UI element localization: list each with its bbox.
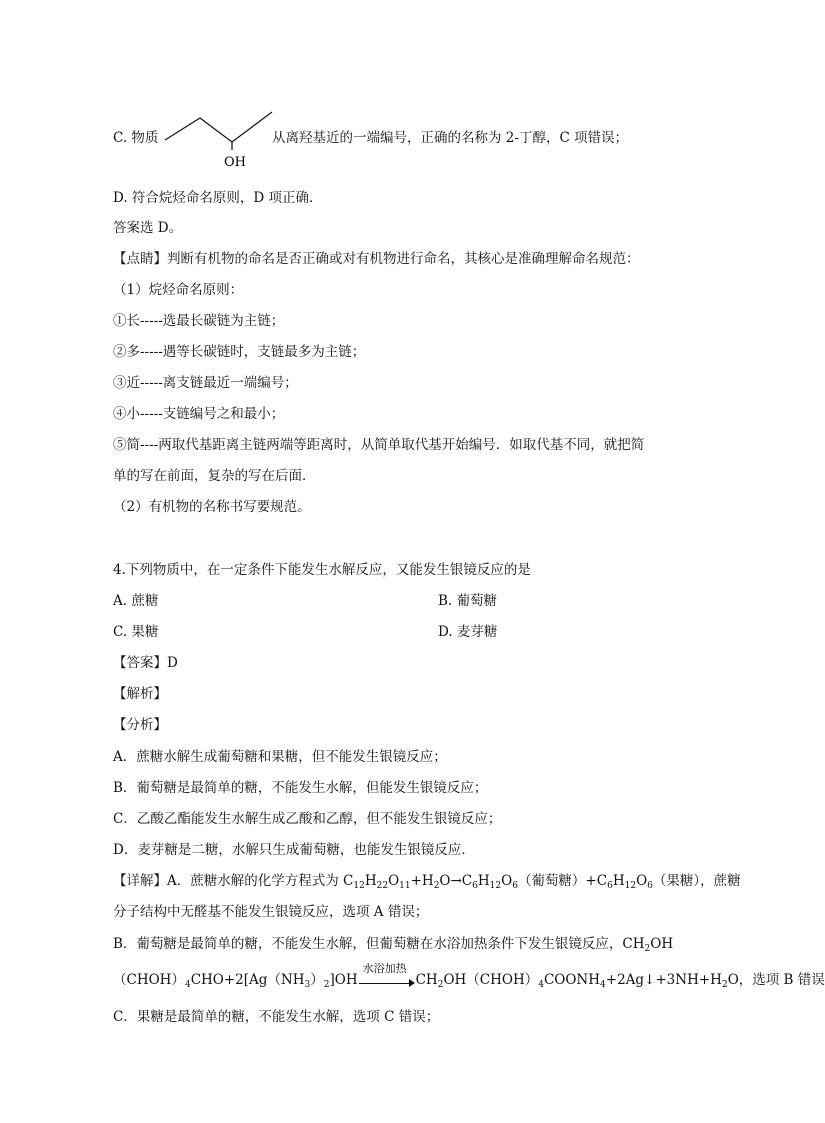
rule-item: ⑤简----两取代基距离主链两端等距离时，从简单取代基开始编号．如取代基不同，就把简 xyxy=(113,437,645,453)
fenxi-line: D．麦芽糖是二糖，水解只生成葡萄糖，也能发生银镜反应． xyxy=(113,842,475,858)
hydroxyl-label: OH xyxy=(224,155,246,170)
reaction-arrow xyxy=(359,961,415,989)
answer-label: 【答案】D xyxy=(113,655,178,671)
option-c: C. 果糖 xyxy=(113,624,159,640)
option-d: D. 麦芽糖 xyxy=(438,624,498,640)
option-b: B. 葡萄糖 xyxy=(438,593,498,609)
tip-paragraph: 【点睛】判断有机物的命名是否正确或对有机物进行命名，其核心是准确理解命名规范： xyxy=(113,251,640,267)
detail-b-line1: B．葡萄糖是最简单的糖，不能发生水解，但葡萄糖在水浴加热条件下发生银镜反应，$CH_2OH$ xyxy=(113,936,674,954)
detail-label: 【详解】 xyxy=(113,873,167,889)
item-c-text: 从离羟基近的一端编号，正确的名称为 2-丁醇，C 项错误； xyxy=(272,130,629,146)
detail-a-line2: 分子结构中无醛基不能发生银镜反应，选项 A 错误； xyxy=(113,904,429,920)
fenxi-line: C．乙酸乙酯能发生水解生成乙酸和乙醇，但不能发生银镜反应； xyxy=(113,811,502,827)
detail-c-line: C．果糖是最简单的糖，不能发生水解，选项 C 错误； xyxy=(113,1009,440,1025)
detail-a-line: 【详解】A．蔗糖水解的化学方程式为 $C_{12}H_{22}O_{11}+H_2O\to C_6H_{12}O_6$（葡萄糖）$+C_6H_{12}O_6$（果糖），蔗糖 xyxy=(113,873,741,891)
rule-item: 单的写在前面，复杂的写在后面． xyxy=(113,468,316,484)
rule-item: ①长-----选最长碳链为主链； xyxy=(113,313,285,329)
butanol-skeletal-structure xyxy=(160,100,280,180)
option-a: A. 蔗糖 xyxy=(113,593,159,609)
arrow-condition: 水浴加热 xyxy=(362,961,407,975)
answer-choice: 答案选 D。 xyxy=(113,220,183,236)
detail-b-equation: $(CHOH)_4CHO+2[Ag(NH_3)_2]OH$ 水浴加热 $CH_2OH(CHOH)_4COONH_4+2Ag↓+3NH+H_2O$，选项 B 错误 xyxy=(113,961,825,990)
item-c-prefix: C. 物质 xyxy=(113,130,159,146)
item-d: D. 符合烷烃命名原则，D 项正确． xyxy=(113,190,323,206)
carbon-chain-bonds xyxy=(165,112,272,142)
rule-item: ③近-----离支链最近一端编号； xyxy=(113,375,298,391)
rule-heading-2: （2）有机物的名称书写要规范。 xyxy=(113,499,311,515)
analysis-label: 【解析】 xyxy=(113,686,167,702)
question-4: 4.下列物质中，在一定条件下能发生水解反应，又能发生银镜反应的是 xyxy=(113,562,531,578)
fenxi-label: 【分析】 xyxy=(113,717,167,733)
fenxi-line: B．葡萄糖是最简单的糖，不能发生水解，但能发生银镜反应； xyxy=(113,780,488,796)
rule-heading-1: （1）烷烃命名原则： xyxy=(113,282,244,298)
rule-item: ④小-----支链编号之和最小； xyxy=(113,406,285,422)
fenxi-line: A．蔗糖水解生成葡萄糖和果糖，但不能发生银镜反应； xyxy=(113,749,447,765)
rule-item: ②多-----遇等长碳链时，支链最多为主链； xyxy=(113,344,366,360)
